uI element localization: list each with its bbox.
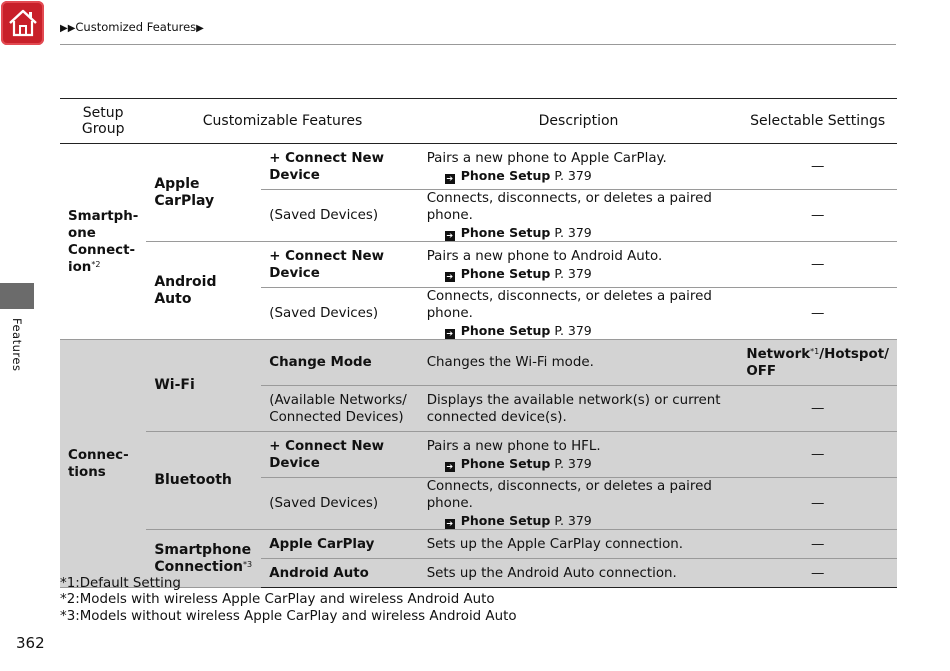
header-rule: [60, 44, 896, 45]
table-row: [60, 144, 897, 190]
feature-cell: (Saved Devices): [261, 288, 418, 340]
group-smartphone-connection: Smartph- one Connect- ion$^{*2}$: [60, 144, 146, 340]
description-cell: Pairs a new phone to HFL. ➔ Phone Setup P. 379: [419, 432, 739, 478]
settings-cell: —: [738, 190, 897, 242]
cross-reference-link[interactable]: ➔ Phone Setup P. 379: [446, 167, 592, 183]
subgroup-android-auto: Android Auto: [146, 242, 261, 340]
settings-cell: —: [738, 559, 897, 588]
settings-cell: —: [738, 288, 897, 340]
customized-features-table: [60, 98, 897, 588]
table-row: [60, 432, 897, 478]
description-cell: Connects, disconnects, or deletes a paired phone. ➔ Phone Setup P. 379: [419, 478, 739, 530]
table-row: [60, 340, 897, 386]
feature-cell: Android Auto: [261, 559, 418, 588]
breadcrumb-label[interactable]: Customized Features: [75, 20, 197, 34]
side-tab-marker[interactable]: [0, 283, 34, 309]
footnote: *3:Models without wireless Apple CarPlay and wireless Android Auto: [60, 608, 517, 624]
cross-reference-icon: ➔: [446, 519, 454, 528]
group-connections: Connec- tions: [60, 340, 146, 588]
settings-cell: —: [738, 478, 897, 530]
description-cell: Displays the available network(s) or current connected device(s).: [419, 386, 739, 432]
description-cell: Connects, disconnects, or deletes a paired phone. ➔ Phone Setup P. 379: [419, 190, 739, 242]
subgroup-apple-carplay: Apple CarPlay: [146, 144, 261, 242]
description-cell: Connects, disconnects, or deletes a paired phone. ➔ Phone Setup P. 379: [419, 288, 739, 340]
cross-reference-link[interactable]: ➔ Phone Setup P. 379: [446, 265, 592, 281]
header-description: Description: [419, 99, 739, 144]
cross-reference-link[interactable]: ➔ Phone Setup P. 379: [446, 455, 592, 471]
feature-cell: (Saved Devices): [261, 478, 418, 530]
footnotes: [60, 576, 517, 625]
table-header-row: [60, 99, 897, 144]
subgroup-bluetooth: Bluetooth: [146, 432, 261, 530]
description-cell: Changes the Wi-Fi mode.: [419, 340, 739, 386]
feature-cell: Apple CarPlay: [261, 530, 418, 559]
description-cell: Sets up the Android Auto connection.: [419, 559, 739, 588]
footnote: *1:Default Setting: [60, 576, 181, 591]
subgroup-wifi: Wi-Fi: [146, 340, 261, 432]
header-selectable-settings: Selectable Settings: [738, 99, 897, 144]
settings-cell: —: [738, 144, 897, 190]
table-row: [60, 530, 897, 559]
cross-reference-icon: ➔: [446, 173, 454, 183]
cross-reference-link[interactable]: ➔ Phone Setup P. 379: [446, 513, 592, 528]
cross-reference-icon: ➔: [446, 329, 454, 338]
settings-cell: Network$^{*1}$/Hotspot/ OFF: [738, 340, 897, 386]
description-cell: Sets up the Apple CarPlay connection.: [419, 530, 739, 559]
breadcrumb-prefix-arrows: ▶▶: [60, 23, 76, 34]
header-customizable-features: Customizable Features: [146, 99, 418, 144]
settings-cell: —: [738, 432, 897, 478]
settings-cell: —: [738, 386, 897, 432]
cross-reference-icon: ➔: [446, 461, 454, 471]
settings-cell: —: [738, 242, 897, 288]
home-button[interactable]: [1, 1, 44, 45]
cross-reference-link[interactable]: ➔ Phone Setup P. 379: [446, 323, 592, 338]
page-number: 362: [16, 634, 45, 652]
breadcrumb-suffix-arrow: ▶: [196, 23, 204, 34]
subgroup-smartphone-connection: Smartphone Connection$^{*3}$: [146, 530, 261, 588]
feature-cell: + Connect New Device: [261, 242, 418, 288]
feature-cell: + Connect New Device: [261, 432, 418, 478]
description-cell: Pairs a new phone to Android Auto. ➔ Phone Setup P. 379: [419, 242, 739, 288]
footnote: *2:Models with wireless Apple CarPlay and wireless Android Auto: [60, 592, 495, 608]
feature-cell: Change Mode: [261, 340, 418, 386]
feature-cell: (Saved Devices): [261, 190, 418, 242]
description-cell: Pairs a new phone to Apple CarPlay. ➔ Phone Setup P. 379: [419, 144, 739, 190]
side-tab-label: Features: [10, 318, 24, 372]
settings-cell: —: [738, 530, 897, 559]
cross-reference-link[interactable]: ➔ Phone Setup P. 379: [446, 225, 592, 240]
home-icon: [7, 8, 39, 38]
header-setup-group: Setup Group: [60, 99, 146, 144]
breadcrumb[interactable]: [60, 20, 204, 34]
cross-reference-icon: ➔: [446, 231, 454, 240]
table-row: [60, 242, 897, 288]
feature-cell: + Connect New Device: [261, 144, 418, 190]
feature-cell: (Available Networks/ Connected Devices): [261, 386, 418, 432]
cross-reference-icon: ➔: [446, 271, 454, 281]
